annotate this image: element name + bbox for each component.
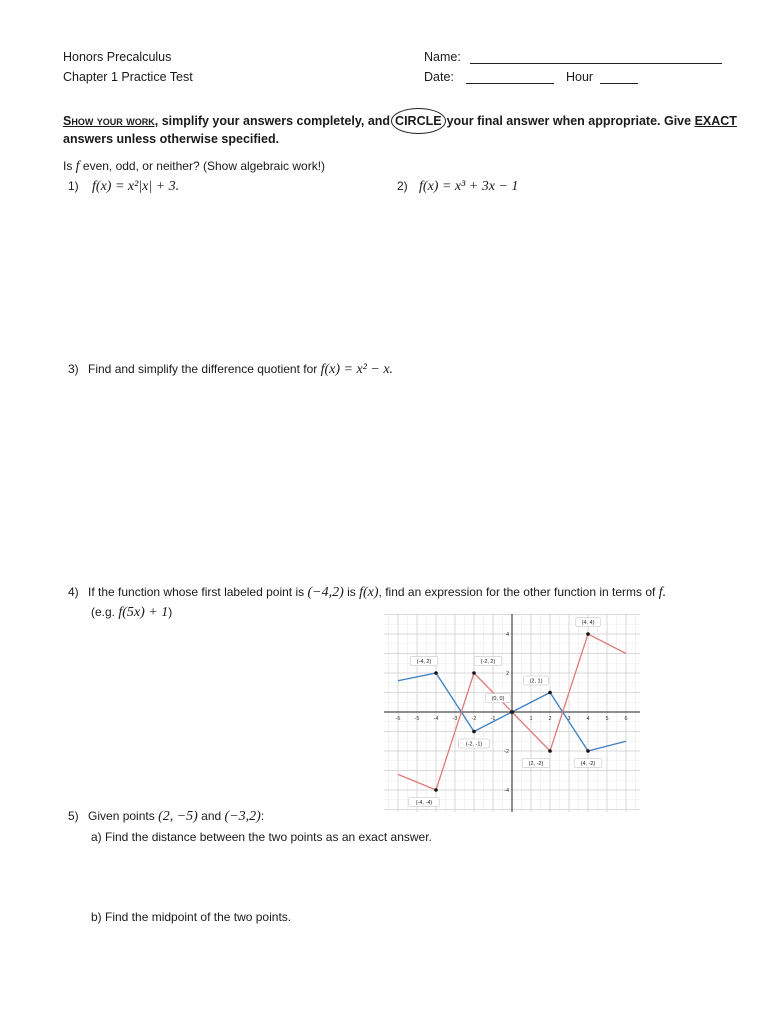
- test-title: Chapter 1 Practice Test: [63, 70, 193, 84]
- question-2: [397, 179, 518, 195]
- q3-number: 3): [68, 362, 79, 376]
- q4-example-pre: (e.g.: [91, 605, 119, 619]
- hour-field[interactable]: [600, 69, 638, 84]
- point-label: (4, 4): [581, 620, 595, 626]
- y-tick-label: 4: [505, 632, 509, 638]
- q5-text-pre: Given points: [88, 809, 159, 823]
- x-tick-label: 6: [624, 716, 628, 722]
- q5-colon: :: [260, 809, 265, 823]
- x-tick-label: -3: [452, 716, 458, 722]
- q5-and: and: [197, 809, 225, 823]
- name-label: Name:: [424, 50, 461, 64]
- y-tick-label: -4: [504, 788, 509, 794]
- prompt-pre: Is: [63, 159, 76, 173]
- q4-text-post: , find an expression for the other function in terms of: [378, 585, 659, 599]
- point-label: (2, -2): [528, 761, 544, 767]
- exact-word: EXACT: [694, 114, 737, 128]
- q3-text: Find and simplify the difference quotient for: [88, 362, 321, 376]
- labeled-point: [548, 691, 552, 695]
- x-tick-label: -1: [490, 716, 496, 722]
- q1-number: 1): [68, 179, 79, 193]
- x-tick-label: 1: [529, 716, 533, 722]
- point-label: (0, 0): [491, 696, 505, 702]
- prompt-post: even, odd, or neither? (Show algebraic work!): [79, 159, 326, 173]
- show-work-text: Show your work,: [63, 114, 159, 128]
- question-3: [68, 362, 393, 378]
- prompt-var: f: [75, 159, 80, 174]
- x-tick-label: 4: [586, 716, 590, 722]
- labeled-point: [548, 749, 552, 753]
- instructions-part1: simplify your answers completely, and: [158, 114, 391, 128]
- x-tick-label: -6: [395, 716, 401, 722]
- q4-text-pre: If the function whose first labeled point is: [88, 585, 308, 599]
- q4-number: 4): [68, 585, 79, 599]
- question-4: [68, 585, 666, 601]
- labeled-point: [472, 730, 476, 734]
- instructions-part2: your final answer when appropriate. Give: [446, 114, 695, 128]
- q4-example-post: ): [168, 605, 173, 619]
- q1-expression: f(x) = x²|x| + 3.: [92, 179, 180, 194]
- q4-f: f.: [658, 585, 667, 600]
- q5-number: 5): [68, 809, 79, 823]
- labeled-point: [586, 749, 590, 753]
- q4-example: [91, 605, 172, 621]
- point-label: (-2, 2): [480, 659, 496, 665]
- y-tick-label: -2: [504, 749, 509, 755]
- q2-number: 2): [397, 179, 408, 193]
- point-label: (4, -2): [580, 761, 596, 767]
- point-label: (2, 1): [529, 678, 543, 685]
- q4-example-expr: f(5x) + 1: [118, 605, 169, 620]
- circle-word: CIRCLE: [391, 108, 446, 134]
- labeled-point: [434, 671, 438, 675]
- x-tick-label: 2: [548, 716, 552, 722]
- labeled-point: [472, 671, 476, 675]
- section-prompt: [63, 159, 325, 175]
- x-tick-label: 3: [567, 716, 571, 722]
- question-5: [68, 809, 264, 825]
- x-tick-label: -5: [414, 716, 420, 722]
- q4-point: (−4,2): [307, 585, 344, 600]
- q5-point-1: (2, −5): [158, 809, 198, 824]
- x-tick-label: 5: [605, 716, 609, 722]
- instructions-line2: answers unless otherwise specified.: [63, 132, 280, 146]
- labeled-point: [586, 632, 590, 636]
- date-field[interactable]: [466, 69, 554, 84]
- q5-point-2: (−3,2): [224, 809, 261, 824]
- labeled-point: [434, 788, 438, 792]
- q4-fx: f(x): [359, 585, 379, 600]
- q5-part-b: b) Find the midpoint of the two points.: [91, 910, 292, 924]
- question-1: [68, 179, 179, 195]
- labeled-point: [510, 710, 514, 714]
- q4-text-mid: is: [343, 585, 360, 599]
- y-tick-label: 2: [505, 671, 509, 677]
- point-label: (-4, 2): [416, 659, 432, 665]
- function-graph: [384, 614, 640, 812]
- date-label: Date:: [424, 70, 454, 84]
- name-field[interactable]: [470, 49, 722, 64]
- q5-part-a: a) Find the distance between the two points as an exact answer.: [91, 830, 432, 844]
- course-title: Honors Precalculus: [63, 50, 172, 64]
- hour-label: Hour: [566, 70, 594, 84]
- x-tick-label: -2: [471, 716, 477, 722]
- x-tick-label: -4: [433, 716, 439, 722]
- q3-expression: f(x) = x² − x.: [320, 362, 394, 377]
- point-label: (-2, -1): [465, 741, 483, 748]
- q2-expression: f(x) = x³ + 3x − 1: [419, 179, 519, 194]
- point-label: (-4, -4): [415, 800, 433, 806]
